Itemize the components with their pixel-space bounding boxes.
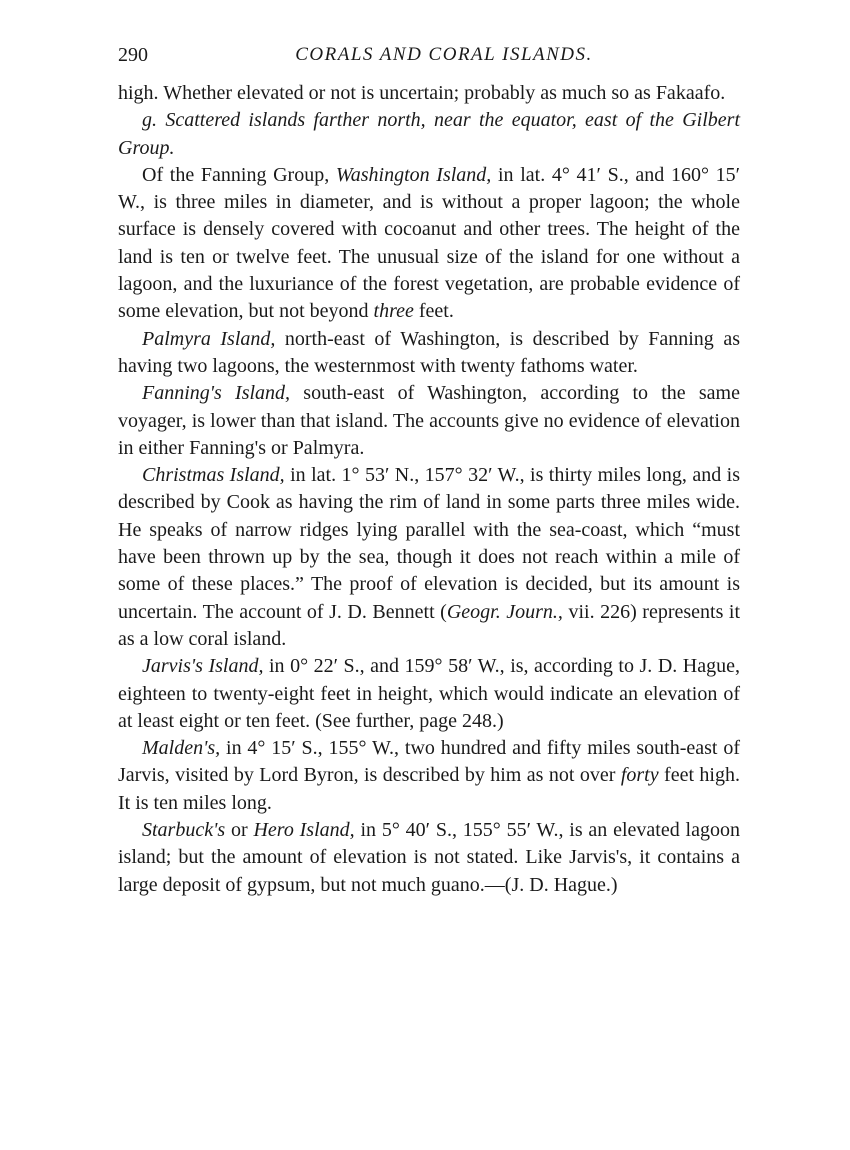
text-run: in 4° 15′ S., 155° W., two hundred and fifty miles south-east of Jarvis, visited by Lord Byron, is described by him as not over — [118, 737, 740, 787]
text-run: in 5° 40′ S., 155° 55′ W., is an elevated lagoon island; but the amount of elevation is not stated. Like Jarvis's, it contains a large deposit of gypsum, but not much guano.—(J. D. Hague.) — [118, 819, 740, 896]
text-run: north-east of Washington, is described by Fanning as having two lagoons, the westernmost with twenty fathoms water. — [118, 327, 740, 377]
text-run: in 0° 22′ S., and 159° 58′ W., is, according to J. D. Hague, eighteen to twenty-eight feet in height, which would indicate an elevation of at least eight or ten feet. (See further, page 248.) — [118, 655, 740, 732]
text-run: south-east of Washington, according to the same voyager, is lower than that island. The accounts give no evidence of elevation in either Fanning's or Palmyra. — [118, 382, 740, 459]
text-run: high. Whether elevated or not is uncertain; probably as much so as Fakaafo. — [118, 82, 726, 104]
running-header — [118, 38, 740, 72]
book-page — [118, 38, 740, 899]
italic-text-run: Geogr. Journ., — [446, 600, 563, 623]
italic-text-run: Palmyra Island, — [142, 327, 276, 350]
text-run: or — [225, 819, 254, 842]
paragraph — [118, 162, 740, 326]
italic-text-run: Malden's, — [142, 737, 221, 760]
paragraph — [118, 326, 740, 381]
text-run: vii. 226) represents it as a low coral island. — [118, 600, 741, 650]
italic-text-run: Hero Island, — [253, 819, 355, 842]
page-number: 290 — [118, 44, 148, 66]
text-run: feet. — [413, 300, 454, 323]
italic-text-run: g. Scattered islands farther north, near the equator, east of the Gilbert Group. — [118, 109, 740, 159]
italic-text-run: Washington Island, — [335, 163, 492, 186]
italic-text-run: Starbuck's — [142, 819, 226, 842]
italic-text-run: forty — [620, 764, 659, 787]
text-run: Of the Fanning Group, — [142, 163, 336, 186]
body-text — [118, 80, 740, 899]
text-run: in lat. 1° 53′ N., 157° 32′ W., is thirty miles long, and is described by Cook as having the rim of land in some parts three miles wide. He speaks of narrow ridges lying parallel with the sea-coast, which “must have been thrown up by the sea, though it does not reach within a mile of some of these places.” The proof of elevation is decided, but its amount is uncertain. The account of J. D. Bennett ( — [118, 464, 740, 623]
italic-text-run: three — [373, 300, 414, 323]
text-run: in lat. 4° 41′ S., and 160° 15′ W., is three miles in diameter, and is without a proper lagoon; the whole surface is densely covered with cocoanut and other trees. The height of the land is ten or twelve feet. The unusual size of the island for one without a lagoon, and the luxuriance of the forest vegetation, are probable evidence of some elevation, but not beyond — [118, 163, 740, 323]
running-title: CORALS AND CORAL ISLANDS. — [295, 44, 593, 65]
paragraph — [118, 80, 740, 107]
paragraph — [118, 817, 740, 899]
text-run: feet high. It is ten miles long. — [118, 764, 740, 814]
paragraph — [118, 653, 740, 735]
paragraph — [118, 380, 740, 462]
paragraph — [118, 107, 740, 162]
italic-text-run: Jarvis's Island, — [142, 655, 264, 678]
paragraph — [118, 462, 740, 653]
italic-text-run: Fanning's Island, — [142, 382, 291, 405]
italic-text-run: Christmas Island, — [142, 464, 285, 487]
paragraph — [118, 735, 740, 817]
